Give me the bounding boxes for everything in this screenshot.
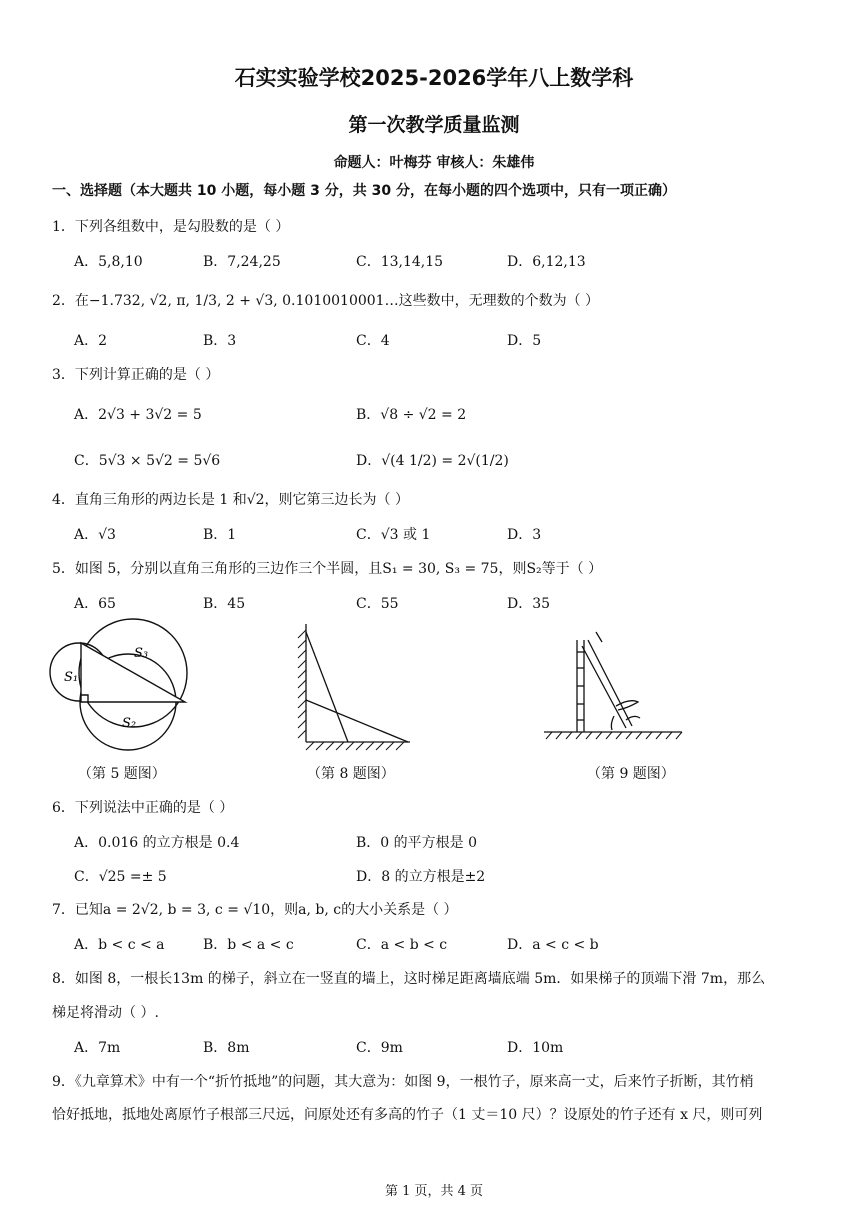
q7-option-d: D．a < c < b xyxy=(507,937,599,953)
question-4-stem: 4．直角三角形的两边长是 1 和√2，则它第三边长为（ ） xyxy=(52,492,409,508)
ground-hatching xyxy=(306,742,404,750)
q4-option-d: D．3 xyxy=(507,527,542,543)
exam-subtitle: 第一次教学质量监测 xyxy=(348,114,520,136)
q2-option-b: B．3 xyxy=(203,333,237,349)
q4-option-c: C．√3 或 1 xyxy=(356,527,431,543)
q3-option-c: C．5√3 × 5√2 = 5√6 xyxy=(74,453,221,469)
question-9-stem-line2: 恰好抵地，抵地处离原竹子根部三尺远，问原处还有多高的竹子（1 丈＝10 尺）？设原处的竹子还有 x 尺，则可列 xyxy=(52,1107,763,1123)
label-s3: S₃ xyxy=(134,646,149,661)
q7-option-b: B．b < a < c xyxy=(203,937,294,953)
q5-option-d: D．35 xyxy=(507,596,551,612)
question-2-stem: 2．在−1.732, √2, π, 1/3, 2 + √3, 0.1010010001…这些数中，无理数的个数为（ ） xyxy=(52,293,600,309)
figure-8-caption: （第 8 题图） xyxy=(307,766,395,782)
figure-5-semicircles xyxy=(44,615,204,755)
q7-option-a: A．b < c < a xyxy=(74,937,165,953)
bamboo-stalk xyxy=(577,640,584,732)
page-footer: 第 1 页，共 4 页 xyxy=(384,1184,484,1199)
ladder-original xyxy=(306,632,348,742)
ground-hatching xyxy=(546,732,682,739)
q6-option-a: A．0.016 的立方根是 0.4 xyxy=(74,835,240,851)
broken-bamboo xyxy=(582,632,632,728)
q6-option-c: C．√25 =± 5 xyxy=(74,869,167,885)
figure-9-caption: （第 9 题图） xyxy=(587,766,675,782)
section-heading: 一、选择题（本大题共 10 小题，每小题 3 分，共 30 分，在每小题的四个选项中，只有一项正确） xyxy=(52,183,676,199)
exam-title: 石实实验学校2025-2026学年八上数学科 xyxy=(234,66,634,90)
q3-option-a: A．2√3 + 3√2 = 5 xyxy=(74,407,202,423)
figure-9-bamboo xyxy=(540,628,690,742)
q7-option-c: C．a < b < c xyxy=(356,937,448,953)
q1-option-c: C．13,14,15 xyxy=(356,254,444,270)
q5-option-c: C．55 xyxy=(356,596,399,612)
question-8-stem-line2: 梯足将滑动（ ）. xyxy=(52,1005,159,1021)
question-1-stem: 1．下列各组数中，是勾股数的是（ ） xyxy=(52,219,290,235)
q3-option-d: D．√(4 1/2) = 2√(1/2) xyxy=(356,453,509,469)
figure-5-caption: （第 5 题图） xyxy=(78,766,166,782)
q2-option-d: D．5 xyxy=(507,333,542,349)
question-6-stem: 6．下列说法中正确的是（ ） xyxy=(52,800,234,816)
bamboo-leaves xyxy=(611,701,640,730)
exam-authors: 命题人：叶梅芬 审核人：朱雄伟 xyxy=(333,155,535,171)
q1-option-b: B．7,24,25 xyxy=(203,254,281,270)
q2-option-c: C．4 xyxy=(356,333,390,349)
q8-option-a: A．7m xyxy=(74,1040,121,1056)
q2-option-a: A．2 xyxy=(74,333,108,349)
question-5-stem: 5．如图 5，分别以直角三角形的三边作三个半圆，且S₁ = 30, S₃ = 75，则S₂等于（ ） xyxy=(52,561,603,577)
q4-option-a: A．√3 xyxy=(74,527,116,543)
label-s1: S₁ xyxy=(64,670,79,685)
question-7-stem: 7．已知a = 2√2, b = 3, c = √10，则a, b, c的大小关系是（ ） xyxy=(52,902,458,918)
ladder-slid xyxy=(306,700,408,742)
question-8-stem-line1: 8．如图 8，一根长13m 的梯子，斜立在一竖直的墙上，这时梯足距离墙底端 5m．如果梯子的顶端下滑 7m，那么 xyxy=(52,971,766,987)
wall-hatching xyxy=(298,630,306,738)
q5-option-b: B．45 xyxy=(203,596,246,612)
figure-8-ladder xyxy=(292,620,422,752)
q8-option-c: C．9m xyxy=(356,1040,403,1056)
q1-option-a: A．5,8,10 xyxy=(74,254,143,270)
q5-option-a: A．65 xyxy=(74,596,116,612)
question-9-stem-line1: 9．《九章算术》中有一个“折竹抵地”的问题，其大意为：如图 9，一根竹子，原来高一丈，后来竹子折断，其竹梢 xyxy=(52,1074,754,1090)
q1-option-d: D．6,12,13 xyxy=(507,254,586,270)
q6-option-d: D．8 的立方根是±2 xyxy=(356,869,486,885)
right-triangle xyxy=(81,643,185,702)
q8-option-b: B．8m xyxy=(203,1040,250,1056)
q4-option-b: B．1 xyxy=(203,527,237,543)
q6-option-b: B．0 的平方根是 0 xyxy=(356,835,478,851)
label-s2: S₂ xyxy=(122,716,137,731)
q3-option-b: B．√8 ÷ √2 = 2 xyxy=(356,407,467,423)
q8-option-d: D．10m xyxy=(507,1040,564,1056)
question-3-stem: 3．下列计算正确的是（ ） xyxy=(52,367,220,383)
